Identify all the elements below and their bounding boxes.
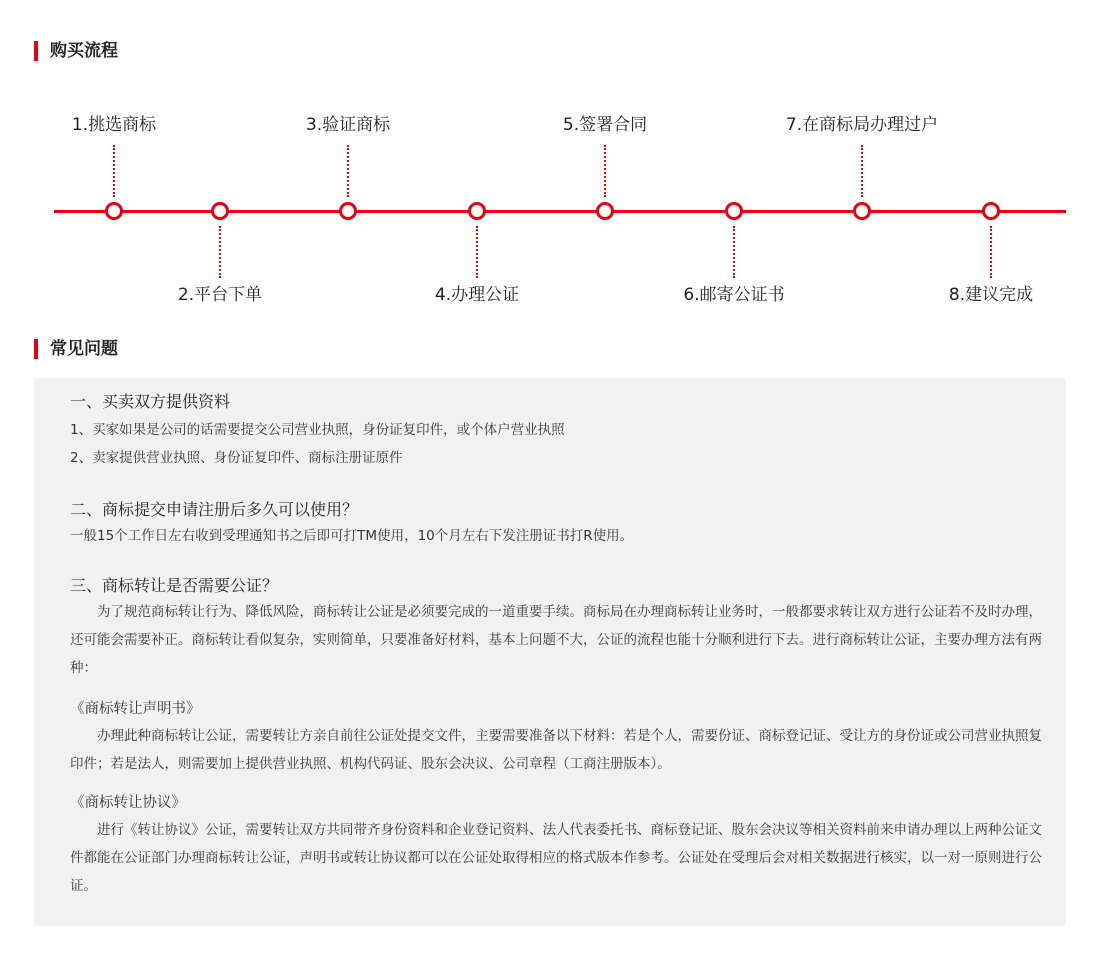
step-connector-6 bbox=[733, 226, 735, 278]
faq-answer-2: 一般15个工作日左右收到受理通知书之后即可打TM使用，10个月左右下发注册证书打R使用。 bbox=[70, 528, 634, 544]
faq-answer-1-line-1: 1、买家如果是公司的话需要提交公司营业执照，身份证复印件，或个体户营业执照 bbox=[70, 422, 565, 438]
step-node-8 bbox=[982, 202, 1000, 220]
step-label-5: 5.签署合同 bbox=[562, 115, 648, 135]
faq-answer-1-line-2: 2、卖家提供营业执照、身份证复印件、商标注册证原件 bbox=[70, 450, 403, 466]
step-label-4: 4.办理公证 bbox=[434, 285, 520, 305]
step-node-2 bbox=[211, 202, 229, 220]
timeline-line bbox=[54, 210, 1066, 213]
faq-question-2: 二、商标提交申请注册后多久可以使用？ bbox=[70, 500, 359, 519]
step-node-5 bbox=[596, 202, 614, 220]
faq-panel bbox=[34, 378, 1066, 926]
step-connector-7 bbox=[861, 145, 863, 197]
step-node-6 bbox=[725, 202, 743, 220]
section-title-text: 常见问题 bbox=[50, 339, 118, 359]
faq-item-3 bbox=[70, 574, 1050, 900]
step-label-3: 3.验证商标 bbox=[305, 115, 391, 135]
faq-answer-3-subtitle-1: 《商标转让声明书》 bbox=[70, 701, 201, 717]
step-label-6: 6.邮寄公证书 bbox=[683, 285, 785, 305]
step-connector-5 bbox=[604, 145, 606, 197]
step-connector-2 bbox=[219, 226, 221, 278]
faq-item-1 bbox=[70, 390, 1050, 472]
step-label-7: 7.在商标局办理过户 bbox=[785, 115, 939, 135]
step-node-4 bbox=[468, 202, 486, 220]
step-connector-3 bbox=[347, 145, 349, 197]
faq-question-3: 三、商标转让是否需要公证？ bbox=[70, 576, 279, 595]
step-label-1: 1.挑选商标 bbox=[71, 115, 157, 135]
section-title-accent-bar bbox=[34, 41, 38, 61]
step-node-3 bbox=[339, 202, 357, 220]
faq-answer-3-sub-2: 进行《转让协议》公证，需要转让双方共同带齐身份资料和企业登记资料、法人代表委托书、商标登记证、股东会决议等相关资料前来申请办理以上两种公证文件都能在公证部门办理商标转让公证，声明书或转让协议都可以在公证处取得相应的格式版本作参考。公证处在受理后会对相关数据进行核实，以一对一原则进行公证。 bbox=[70, 822, 1042, 894]
faq-question-1: 一、买卖双方提供资料 bbox=[70, 392, 231, 411]
faq-item-2 bbox=[70, 498, 1050, 550]
section-title-process bbox=[34, 41, 118, 61]
faq-answer-3-subtitle-2: 《商标转让协议》 bbox=[70, 795, 186, 811]
step-connector-4 bbox=[476, 226, 478, 278]
step-label-2: 2.平台下单 bbox=[177, 285, 263, 305]
faq-answer-3-intro: 为了规范商标转让行为、降低风险，商标转让公证是必须要完成的一道重要手续。商标局在办理商标转让业务时，一般都要求转让双方进行公证若不及时办理，还可能会需要补正。商标转让看似复杂，实则简单，只要准备好材料，基本上问题不大，公证的流程也能十分顺利进行下去。进行商标转让公证，主要办理方法有两种： bbox=[70, 604, 1042, 676]
section-title-faq bbox=[34, 339, 118, 359]
step-connector-1 bbox=[113, 145, 115, 197]
step-label-8: 8.建议完成 bbox=[948, 285, 1034, 305]
section-title-text: 购买流程 bbox=[50, 41, 118, 61]
section-title-accent-bar bbox=[34, 339, 38, 359]
faq-content bbox=[70, 390, 1050, 900]
step-node-1 bbox=[105, 202, 123, 220]
step-node-7 bbox=[853, 202, 871, 220]
faq-answer-3-sub-1: 办理此种商标转让公证，需要转让方亲自前往公证处提交文件，主要需要准备以下材料：若是个人，需要份证、商标登记证、受让方的身份证或公司营业执照复印件；若是法人，则需要加上提供营业执照、机构代码证、股东会决议、公司章程（工商注册版本）。 bbox=[70, 728, 1042, 772]
step-connector-8 bbox=[990, 226, 992, 278]
